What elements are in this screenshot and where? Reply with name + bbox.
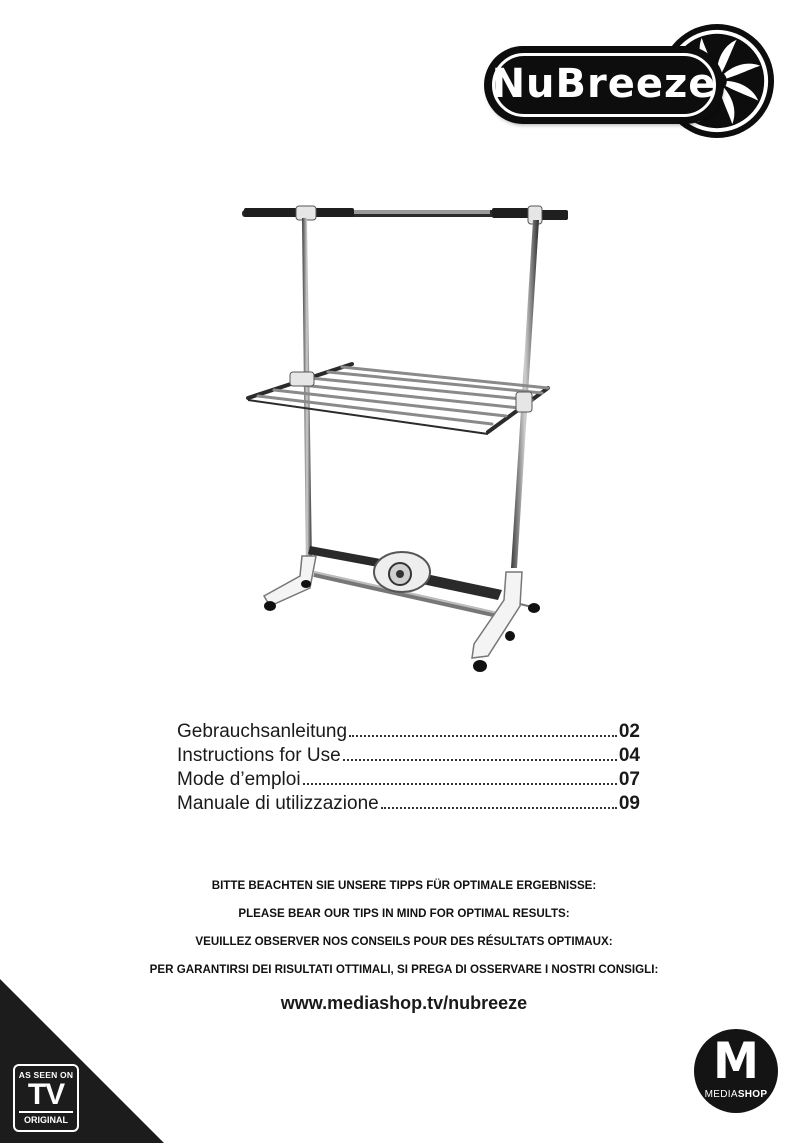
brand-badge — [486, 48, 722, 122]
toc-entry — [177, 768, 640, 792]
toc-label: Instructions for Use — [177, 745, 341, 766]
tip-line-de: BITTE BEACHTEN SIE UNSERE TIPPS FÜR OPTIMALE ERGEBNISSE: — [211, 879, 597, 892]
tv-badge-bottom: ORIGINAL — [19, 1111, 73, 1126]
mediashop-letter: M — [713, 1032, 759, 1090]
tip-line-it: PER GARANTIRSI DEI RISULTATI OTTIMALI, SI PREGA DI OSSERVARE I NOSTRI CONSIGLI: — [149, 963, 659, 976]
toc-entry — [177, 744, 640, 768]
toc-leader — [381, 806, 617, 809]
brand-logo — [484, 22, 776, 142]
toc-page-number: 02 — [618, 721, 640, 742]
table-of-contents — [177, 720, 640, 816]
toc-entry — [177, 720, 640, 744]
toc-leader — [343, 758, 617, 761]
toc-entry — [177, 792, 640, 816]
mediashop-wordmark: MEDIASHOP — [704, 1089, 768, 1100]
brand-name: NuBreeze — [491, 61, 717, 107]
toc-leader — [349, 734, 617, 737]
toc-page-number: 04 — [618, 745, 640, 766]
tv-badge-big: TV — [27, 1078, 65, 1111]
tv-badge-icon — [13, 1064, 79, 1132]
toc-label: Mode d’emploi — [177, 769, 301, 790]
tip-line-fr: VEUILLEZ OBSERVER NOS CONSEILS POUR DES RÉSULTATS OPTIMAUX: — [195, 935, 613, 948]
tip-line-en: PLEASE BEAR OUR TIPS IN MIND FOR OPTIMAL RESULTS: — [238, 907, 570, 920]
mediashop-logo — [694, 1029, 778, 1113]
toc-label: Manuale di utilizzazione — [177, 793, 379, 814]
tips-block — [60, 872, 748, 984]
tv-badge-top: AS SEEN ON — [18, 1070, 74, 1080]
toc-page-number: 07 — [618, 769, 640, 790]
toc-label: Gebrauchsanleitung — [177, 721, 348, 742]
product-image — [230, 196, 580, 680]
toc-page-number: 09 — [618, 793, 640, 814]
website-url[interactable]: www.mediashop.tv/nubreeze — [280, 993, 528, 1013]
toc-leader — [303, 782, 617, 785]
